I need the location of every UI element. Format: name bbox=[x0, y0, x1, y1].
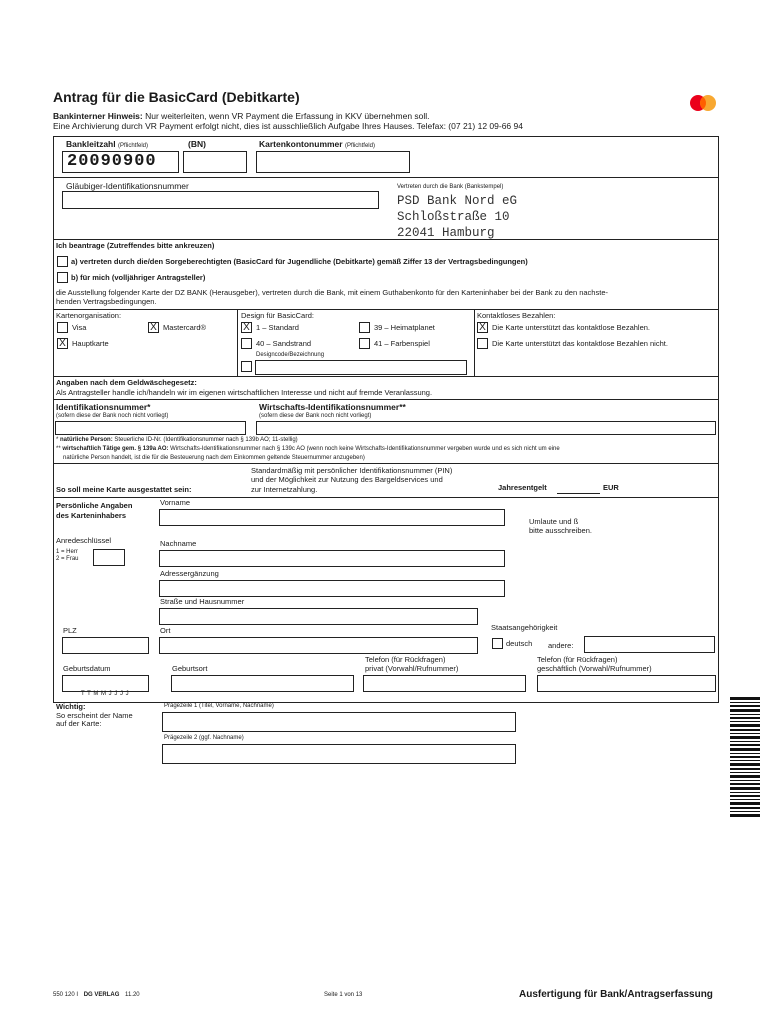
kontaktlos-yes-checkbox[interactable]: X bbox=[477, 322, 488, 333]
bankstempel: PSD Bank Nord eG Schloßstraße 10 22041 Hamburg bbox=[397, 194, 518, 240]
kontaktlos-no-label: Die Karte unterstützt das kontaktlose Bezahlen nicht. bbox=[492, 339, 668, 348]
kontaktlos-no-checkbox[interactable] bbox=[477, 338, 488, 349]
blz-label: Bankleitzahl (Pflichtfeld) bbox=[66, 139, 148, 149]
anrede-codes: 1 = Herr 2 = Frau bbox=[56, 549, 79, 562]
visa-checkbox[interactable] bbox=[57, 322, 68, 333]
deutsch-checkbox[interactable] bbox=[492, 638, 503, 649]
ort-field[interactable] bbox=[159, 637, 478, 654]
glaeubiger-field[interactable] bbox=[62, 191, 379, 209]
option-a-label: a) vertreten durch die/den Sorgeberechtigten (BasicCard für Jugendliche (Debitkarte) gemäß Ziffer 13 der Vertragsbedingungen) bbox=[71, 257, 528, 266]
barcode bbox=[730, 697, 760, 819]
hauptkarte-label: Hauptkarte bbox=[72, 339, 109, 348]
divider bbox=[53, 376, 719, 377]
nachname-field[interactable] bbox=[159, 550, 505, 567]
person-heading: Persönliche Angaben des Karteninhabers bbox=[56, 501, 133, 520]
designcode-field[interactable] bbox=[255, 360, 467, 375]
design-1-checkbox[interactable]: X bbox=[241, 322, 252, 333]
strasse-label: Straße und Hausnummer bbox=[160, 597, 245, 606]
footnote-3: natürliche Person handelt, ist die für die Besteuerung nach dem Einkommen geltende Steuernummer anzugeben) bbox=[63, 455, 365, 461]
eur-label: EUR bbox=[603, 483, 619, 492]
divider bbox=[53, 177, 719, 178]
mastercard-icon bbox=[688, 93, 718, 113]
praegezeile-1-field[interactable] bbox=[162, 712, 516, 732]
ausfertigung-label: Ausfertigung für Bank/Antragserfassung bbox=[519, 989, 713, 1000]
design-label: Design für BasicCard: bbox=[241, 311, 314, 320]
footnote-1: * natürliche Person: Steuerliche ID-Nr. (Identifikationsnummer nach § 139b AO; 11-stellig) bbox=[56, 437, 298, 443]
kartenorganisation-label: Kartenorganisation: bbox=[56, 311, 122, 320]
footnote-2: ** wirtschaftlich Tätige gem. § 139a AO: Wirtschafts-Identifikationsnummer nach § 139c AO (wenn noch keine Wirtschafts-Identifikationsnummer vergeben wurde und es sich nicht um eine bbox=[56, 446, 560, 452]
tel-geschaeftlich-field[interactable] bbox=[537, 675, 716, 692]
mastercard-logo bbox=[688, 93, 718, 113]
barcode-icon bbox=[730, 697, 760, 819]
bankstempel-label: Vertreten durch die Bank (Bankstempel) bbox=[397, 184, 504, 190]
divider bbox=[53, 497, 719, 498]
design-1-label: 1 – Standard bbox=[256, 323, 299, 332]
kontaktlos-label: Kontaktloses Bezahlen: bbox=[477, 311, 556, 320]
vorname-label: Vorname bbox=[160, 498, 191, 507]
geburtsort-label: Geburtsort bbox=[172, 664, 208, 673]
divider bbox=[237, 309, 238, 376]
id-field[interactable] bbox=[55, 421, 246, 435]
plz-field[interactable] bbox=[62, 637, 149, 654]
adresszusatz-label: Adressergänzung bbox=[160, 569, 219, 578]
kontonummer-label: Kartenkontonummer (Pflichtfeld) bbox=[259, 139, 375, 149]
visa-label: Visa bbox=[72, 323, 87, 332]
plz-label: PLZ bbox=[63, 626, 77, 635]
design-40-label: 40 – Sandstrand bbox=[256, 339, 312, 348]
divider bbox=[53, 463, 719, 464]
gebdatum-label: Geburtsdatum bbox=[63, 664, 111, 673]
bn-label: (BN) bbox=[188, 139, 206, 149]
vorname-field[interactable] bbox=[159, 509, 505, 526]
mastercard-checkbox[interactable]: X bbox=[148, 322, 159, 333]
deutsch-label: deutsch bbox=[506, 639, 533, 648]
praegezeile-2-label: Prägezeile 2 (ggf. Nachname) bbox=[164, 735, 244, 741]
hauptkarte-checkbox[interactable]: X bbox=[57, 338, 68, 349]
page-number: Seite 1 von 13 bbox=[324, 992, 363, 998]
geburtsort-field[interactable] bbox=[171, 675, 354, 692]
bn-field[interactable] bbox=[183, 151, 247, 173]
option-b-checkbox[interactable] bbox=[57, 272, 68, 283]
design-40-checkbox[interactable] bbox=[241, 338, 252, 349]
design-39-checkbox[interactable] bbox=[359, 322, 370, 333]
wid-field[interactable] bbox=[256, 421, 716, 435]
tel-geschaeftlich-label: Telefon (für Rückfragen) geschäftlich (Vorwahl/Rufnummer) bbox=[537, 655, 652, 673]
divider bbox=[53, 309, 719, 310]
praegezeile-1-label: Prägezeile 1 (Titel, Vorname, Nachname) bbox=[164, 703, 274, 709]
divider bbox=[53, 399, 719, 400]
anrede-field[interactable] bbox=[93, 549, 125, 566]
beantrage-heading: Ich beantrage (Zutreffendes bitte ankreuzen) bbox=[56, 241, 215, 250]
ausstattung-text: Standardmäßig mit persönlicher Identifikationsnummer (PIN) und der Möglichkeit zur Nutzung des Bargeldservices und zur Internetzahlung. bbox=[251, 466, 453, 494]
jahresentgelt-field[interactable] bbox=[557, 493, 600, 494]
beantrage-text: die Ausstellung folgender Karte der DZ BANK (Herausgeber), vertreten durch die Bank, mit einem Guthabenkonto für den Karteninhaber bei der Bank zu den nachste- henden Vertragsbedingungen. bbox=[56, 288, 608, 306]
tel-privat-field[interactable] bbox=[363, 675, 526, 692]
andere-label: andere: bbox=[548, 641, 574, 650]
id-label: Identifikationsnummer* bbox=[56, 402, 151, 412]
adresszusatz-field[interactable] bbox=[159, 580, 505, 597]
designcode-checkbox[interactable] bbox=[241, 361, 252, 372]
umlaute-note: Umlaute und ß bitte ausschreiben. bbox=[529, 517, 592, 535]
datum-format: T T M M J J J J bbox=[81, 691, 130, 697]
mastercard-label: Mastercard® bbox=[163, 323, 207, 332]
ausstattung-label: So soll meine Karte ausgestattet sein: bbox=[56, 485, 192, 494]
design-41-label: 41 – Farbenspiel bbox=[374, 339, 430, 348]
designcode-label: Designcode/Bezeichnung bbox=[256, 352, 325, 358]
wid-label: Wirtschafts-Identifikationsnummer** bbox=[259, 402, 406, 412]
praegezeile-2-field[interactable] bbox=[162, 744, 516, 764]
option-a-checkbox[interactable] bbox=[57, 256, 68, 267]
kontonummer-field[interactable] bbox=[256, 151, 410, 173]
strasse-field[interactable] bbox=[159, 608, 478, 625]
gw-line: Als Antragsteller handle ich/handeln wir im eigenen wirtschaftlichen Interesse und nicht auf fremde Veranlassung. bbox=[56, 388, 433, 397]
divider bbox=[53, 239, 719, 240]
jahresentgelt-label: Jahresentgelt bbox=[498, 483, 547, 492]
anrede-label: Anredeschlüssel bbox=[56, 536, 112, 545]
praegung-note: Wichtig: So erscheint der Name auf der Karte: bbox=[56, 702, 133, 729]
design-39-label: 39 – Heimatplanet bbox=[374, 323, 435, 332]
staat-label: Staatsangehörigkeit bbox=[491, 623, 558, 632]
gw-heading: Angaben nach dem Geldwäschegesetz: bbox=[56, 378, 197, 387]
tel-privat-label: Telefon (für Rückfragen) privat (Vorwahl/Rufnummer) bbox=[365, 655, 459, 673]
nachname-label: Nachname bbox=[160, 539, 197, 548]
divider bbox=[474, 309, 475, 376]
kontaktlos-yes-label: Die Karte unterstützt das kontaktlose Bezahlen. bbox=[492, 323, 651, 332]
footer-left: 550 120 I DG VERLAG 11.20 bbox=[53, 992, 140, 998]
staat-andere-field[interactable] bbox=[584, 636, 715, 653]
option-b-label: b) für mich (volljähriger Antragsteller) bbox=[71, 273, 206, 282]
id-note: (sofern diese der Bank noch nicht vorliegt) bbox=[56, 413, 169, 419]
glaeubiger-label: Gläubiger-Identifikationsnummer bbox=[66, 181, 189, 191]
wid-note: (sofern diese der Bank noch nicht vorliegt) bbox=[259, 413, 372, 419]
gebdatum-field[interactable] bbox=[62, 675, 149, 692]
design-41-checkbox[interactable] bbox=[359, 338, 370, 349]
bank-hint: Bankinterner Hinweis: Nur weiterleiten, wenn VR Payment die Erfassung in KKV übernehmen soll. Eine Archivierung durch VR Payment erfolgt nicht, dies ist ausschließlich Aufgabe Ihres Hauses. Telefax: (07 21) 12 09-66 94 bbox=[53, 111, 523, 132]
page-title: Antrag für die BasicCard (Debitkarte) bbox=[53, 89, 300, 105]
blz-field[interactable]: 20090900 bbox=[62, 151, 179, 173]
ort-label: Ort bbox=[160, 626, 171, 635]
